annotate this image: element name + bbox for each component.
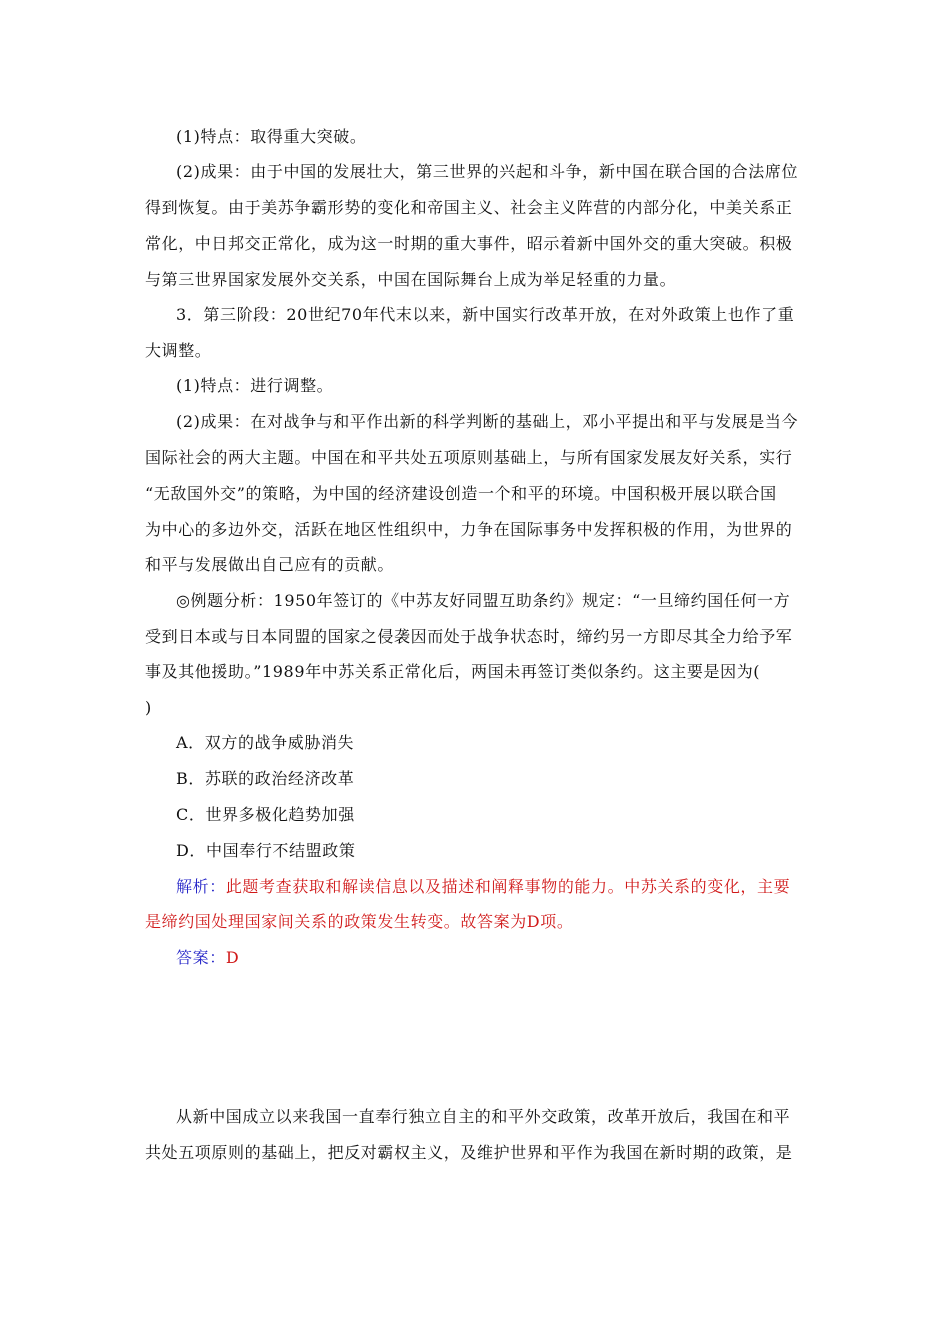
paragraph-line: 和平与发展做出自己应有的贡献。 — [145, 555, 395, 574]
example-question-line: ◎例题分析：1950年签订的《中苏友好同盟互助条约》规定：“一旦缔约国任何一方 — [176, 591, 791, 610]
paragraph-line: 为中心的多边外交，活跃在地区性组织中，力争在国际事务中发挥积极的作用，为世界的 — [145, 520, 793, 539]
option-c: C．世界多极化趋势加强 — [176, 805, 355, 824]
paragraph-line: 常化，中日邦交正常化，成为这一时期的重大事件，昭示着新中国外交的重大突破。积极 — [145, 234, 793, 253]
paragraph-line: 与第三世界国家发展外交关系，中国在国际舞台上成为举足轻重的力量。 — [145, 270, 677, 289]
option-a: A．双方的战争威胁消失 — [176, 733, 355, 752]
analysis-line — [176, 876, 841, 898]
paragraph-line: (2)成果：在对战争与和平作出新的科学判断的基础上，邓小平提出和平与发展是当今 — [176, 412, 799, 431]
paragraph-line: (1)特点：取得重大突破。 — [176, 127, 367, 146]
example-question-line: 受到日本或与日本同盟的国家之侵袭因而处于战争状态时，缔约另一方即尽其全力给予军 — [145, 627, 793, 646]
analysis-line: 是缔约国处理国家间关系的政策发生转变。故答案为D项。 — [145, 912, 574, 931]
example-question-line: 事及其他援助。”1989年中苏关系正常化后，两国未再签订类似条约。这主要是因为( — [145, 662, 761, 681]
paragraph-line: 从新中国成立以来我国一直奉行独立自主的和平外交政策，改革开放后，我国在和平 — [176, 1107, 791, 1126]
paragraph-line: 得到恢复。由于美苏争霸形势的变化和帝国主义、社会主义阵营的内部分化，中美关系正 — [145, 198, 793, 217]
paragraph-line: “无敌国外交”的策略，为中国的经济建设创造一个和平的环境。中国积极开展以联合国 — [145, 484, 777, 503]
paragraph-line: 大调整。 — [145, 341, 212, 360]
option-d: D．中国奉行不结盟政策 — [176, 841, 356, 860]
option-b: B．苏联的政治经济改革 — [176, 769, 355, 788]
analysis-text: 此题考查获取和解读信息以及描述和阐释事物的能力。中苏关系的变化，主要 — [225, 877, 791, 896]
paragraph-line: 国际社会的两大主题。中国在和平共处五项原则基础上，与所有国家发展友好关系，实行 — [145, 448, 793, 467]
paragraph-line: 3．第三阶段：20世纪70年代末以来，新中国实行改革开放，在对外政策上也作了重 — [176, 305, 795, 324]
paragraph-line: 共处五项原则的基础上，把反对霸权主义，及维护世界和平作为我国在新时期的政策，是 — [145, 1143, 793, 1162]
paragraph-line: (2)成果：由于中国的发展壮大，第三世界的兴起和斗争，新中国在联合国的合法席位 — [176, 162, 799, 181]
answer-value: D — [225, 948, 240, 967]
answer-label: 答案： — [176, 948, 226, 967]
paragraph-line: (1)特点：进行调整。 — [176, 376, 334, 395]
analysis-label: 解析： — [176, 877, 226, 896]
answer-line — [176, 947, 841, 969]
example-question-line: ) — [145, 698, 152, 717]
